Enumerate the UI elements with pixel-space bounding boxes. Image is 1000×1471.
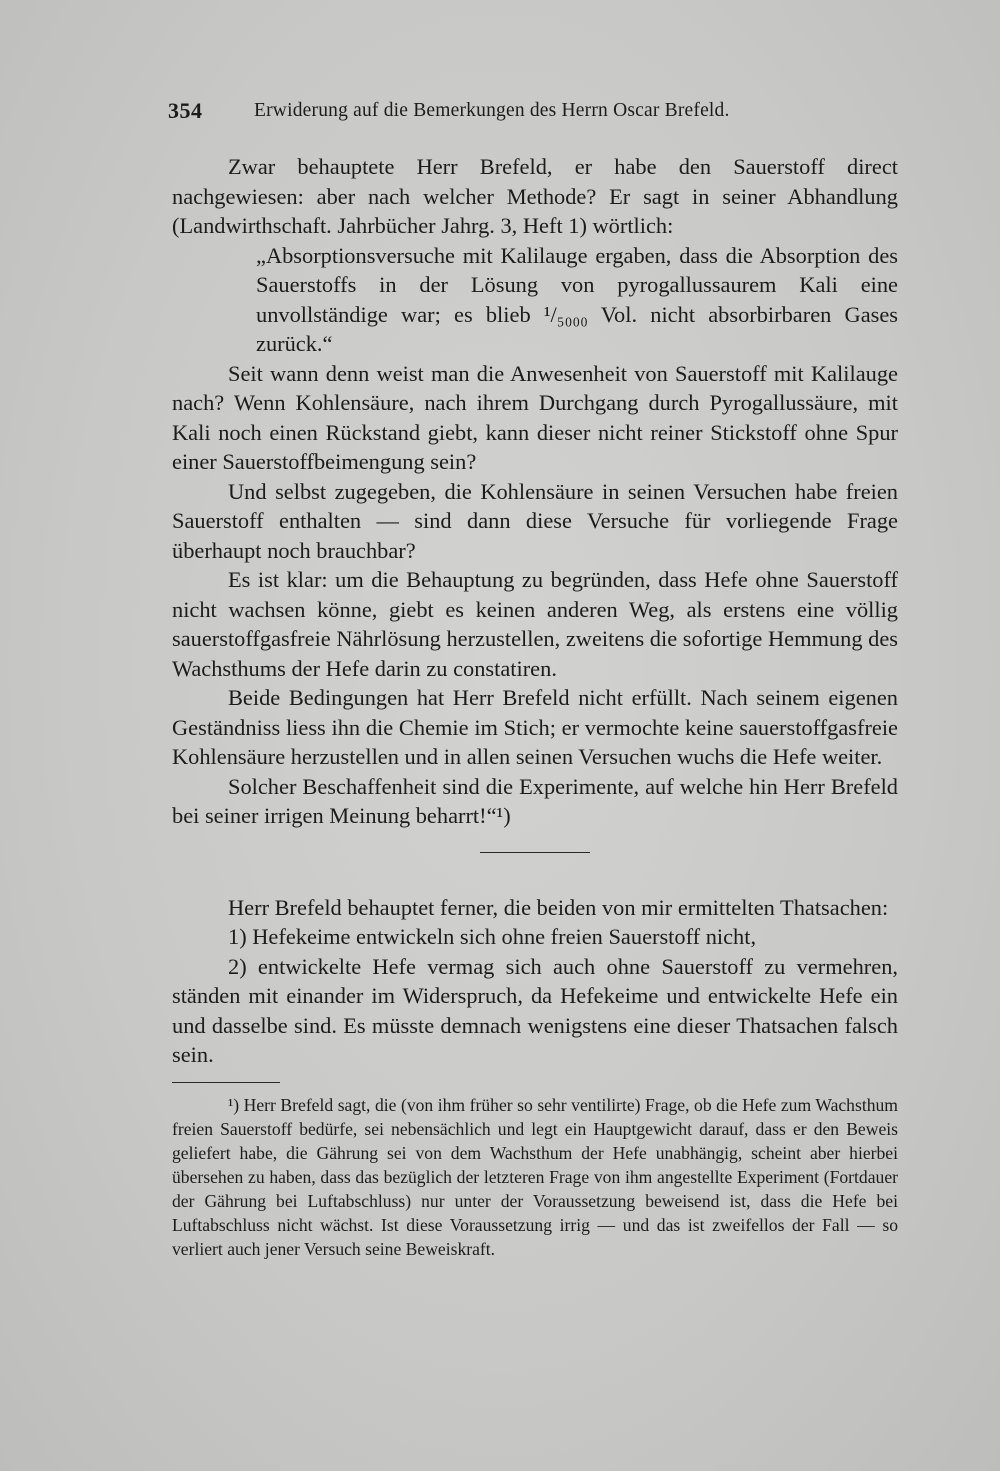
list-item: 1) Hefekeime entwickeln sich ohne freien Sauerstoff nicht, [228, 924, 757, 949]
page-header [168, 98, 908, 128]
page-number: 354 [168, 98, 203, 123]
footnote: ¹) Herr Brefeld sagt, die (von ihm früher so sehr ventilirte) Frage, ob die Hefe zum Wachsthum freien Sauerstoff bedürfe, sei nebensächlich und legt ein Hauptgewicht darauf, dass er den Beweis geliefert habe, die Gährung sei von dem Wachsthum der Hefe unabhängig, scheint aber hierbei übersehen zu haben, dass das bezüglich der letzteren Frage von ihm angestellte Experiment (Fortdauer der Gährung bei Luftabschluss) nur unter der Voraussetzung beweisend ist, dass die Hefe bei Luftabschluss nicht wächst. Ist diese Voraussetzung irrig — und das ist zweifellos der Fall — so verliert auch jener Versuch seine Beweiskraft. [172, 1094, 898, 1259]
paragraph: Und selbst zugegeben, die Kohlensäure in seinen Versuchen habe freien Sauerstoff enthalten — sind dann diese Versuche für vorliegende Frage überhaupt noch brauchbar? [172, 478, 898, 563]
paragraph: Beide Bedingungen hat Herr Brefeld nicht erfüllt. Nach seinem eigenen Geständniss liess ihn die Chemie im Stich; er vermochte keine sauerstoffgasfreie Kohlensäure herzustellen und in allen seinen Versuchen wuchs die Hefe weiter. [172, 685, 898, 769]
section-divider [480, 852, 590, 853]
block-quote: „Absorptionsversuche mit Kalilauge ergaben, dass die Absorption des Sauerstoffs in der Lösung von pyrogallussaurem Kali eine unvollständige war; es blieb ¹/₅₀₀₀ Vol. nicht absorbirbaren Gases zurück.“ [256, 242, 898, 356]
running-title: Erwiderung auf die Bemerkungen des Herrn Oscar Brefeld. [254, 100, 730, 121]
paragraph: Herr Brefeld behauptet ferner, die beiden von mir ermittelten Thatsachen: [228, 894, 889, 920]
main-text [172, 152, 898, 1261]
footnote-rule [172, 1082, 280, 1083]
list-item: 2) entwickelte Hefe vermag sich auch ohne Sauerstoff zu vermehren, ständen mit einander im Widerspruch, da Hefekeime und entwickelte Hefe ein und dasselbe sind. Es müsste demnach wenigstens eine dieser Thatsachen falsch sein. [172, 953, 898, 1067]
paragraph: Solcher Beschaffenheit sind die Experimente, auf welche hin Herr Brefeld bei seiner irrigen Meinung beharrt!“¹) [172, 773, 898, 828]
paragraph: Seit wann denn weist man die Anwesenheit von Sauerstoff mit Kalilauge nach? Wenn Kohlensäure, nach ihrem Durchgang durch Pyrogallussäure, mit Kali noch einen Rückstand giebt, kann dieser nicht reiner Stickstoff ohne Spur einer Sauerstoffbeimengung sein? [172, 360, 898, 474]
paragraph: Zwar behauptete Herr Brefeld, er habe den Sauerstoff direct nachgewiesen: aber nach welcher Methode? Er sagt in seiner Abhandlung (Landwirthschaft. Jahrbücher Jahrg. 3, Heft 1) wörtlich: [172, 154, 898, 238]
paragraph: Es ist klar: um die Behauptung zu begründen, dass Hefe ohne Sauerstoff nicht wachsen könne, giebt es keinen anderen Weg, als erstens eine völlig sauerstoffgasfreie Nährlösung herzustellen, zweitens die sofortige Hemmung des Wachsthums der Hefe darin zu constatiren. [172, 567, 898, 681]
